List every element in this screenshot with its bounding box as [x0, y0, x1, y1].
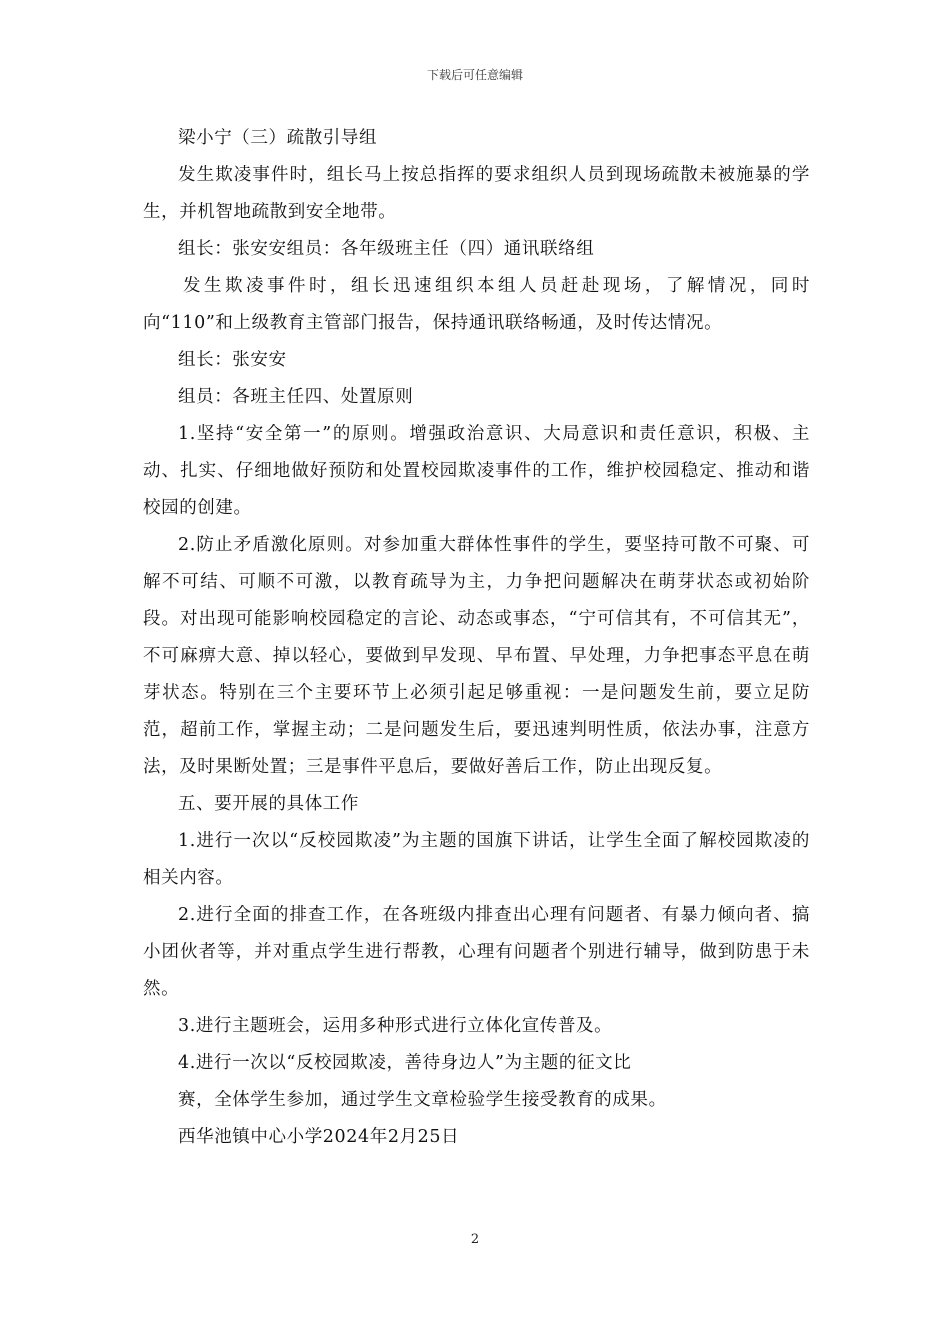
paragraph-communication-leader: 组长：张安安 [178, 350, 287, 370]
paragraph-work-4-continued: 赛，全体学生参加，通过学生文章检验学生接受教育的成果。 [178, 1090, 667, 1110]
paragraph-work-4: 4.进行一次以“反校园欺凌，善待身边人”为主题的征文比 [178, 1053, 632, 1073]
paragraph-communication-duty: 发生欺凌事件时，组长迅速组织本组人员赶赴现场，了解情况，同时向“110”和上级教育主管部门报告，保持通讯联络畅通，及时传达情况。 [143, 276, 810, 333]
paragraph-work-3: 3.进行主题班会，运用多种形式进行立体化宣传普及。 [178, 1016, 613, 1036]
paragraph-evacuation-duty: 发生欺凌事件时，组长马上按总指挥的要求组织人员到现场疏散未被施暴的学生，并机智地疏散到安全地带。 [143, 165, 810, 222]
page-number: 2 [470, 1232, 480, 1247]
document-body [143, 120, 810, 1156]
paragraph-principle-2: 2.防止矛盾激化原则。对参加重大群体性事件的学生，要坚持可散不可聚、可解不可结、可顺不可激，以教育疏导为主，力争把问题解决在萌芽状态或初始阶段。对出现可能影响校园稳定的言论、动态或事态，“宁可信其有，不可信其无”，不可麻痹大意、掉以轻心，要做到早发现、早布置、早处理，力争把事态平息在萌芽状态。特别在三个主要环节上必须引起足够重视：一是问题发生前，要立足防范，超前工作，掌握主动；二是问题发生后，要迅速判明性质，依法办事，注意方法，及时果断处置；三是事件平息后，要做好善后工作，防止出现反复。 [143, 535, 810, 777]
paragraph-evacuation-members: 组长：张安安组员：各年级班主任（四）通讯联络组 [178, 239, 595, 259]
paragraph-principle-1: 1.坚持“安全第一”的原则。增强政治意识、大局意识和责任意识，积极、主动、扎实、仔细地做好预防和处置校园欺凌事件的工作，维护校园稳定、推动和谐校园的创建。 [143, 424, 810, 518]
paragraph-evacuation-group-title: 梁小宁（三）疏散引导组 [178, 128, 378, 148]
paragraph-work-1: 1.进行一次以“反校园欺凌”为主题的国旗下讲话，让学生全面了解校园欺凌的相关内容。 [143, 831, 810, 888]
page-header: 下载后可任意编辑 [426, 68, 523, 82]
paragraph-signature-date: 西华池镇中心小学2024年2月25日 [178, 1127, 460, 1147]
paragraph-work-2: 2.进行全面的排查工作，在各班级内排查出心理有问题者、有暴力倾向者、搞小团伙者等，并对重点学生进行帮教，心理有问题者个别进行辅导，做到防患于未然。 [143, 905, 810, 999]
paragraph-section-five-title: 五、要开展的具体工作 [178, 794, 359, 814]
paragraph-communication-members: 组员：各班主任四、处置原则 [178, 387, 414, 407]
